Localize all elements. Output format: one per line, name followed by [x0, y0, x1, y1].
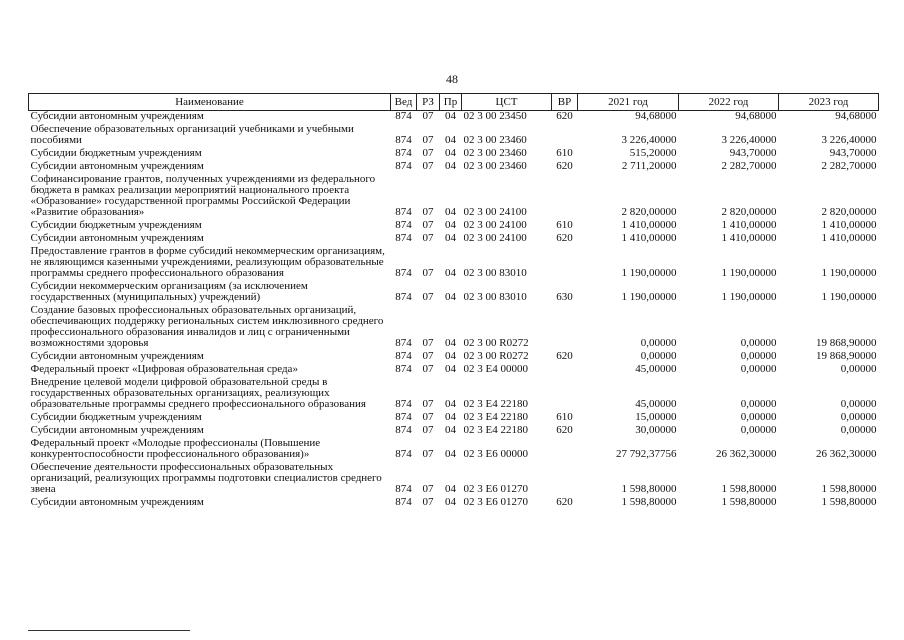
- row-vr: 610: [556, 147, 573, 159]
- row-vr: [552, 305, 578, 351]
- row-vr: [552, 124, 578, 148]
- row-name: Субсидии бюджетным учреждениям: [30, 219, 202, 231]
- row-value-2023: 0,00000: [840, 398, 877, 410]
- row-name: Субсидии автономным учреждениям: [30, 424, 204, 436]
- row-cst: 02 3 E4 22180: [463, 411, 528, 423]
- row-value-2023: 0,00000: [840, 363, 877, 375]
- table-header-row: [29, 94, 879, 111]
- row-value-2021: 45,00000: [635, 398, 677, 410]
- row-name: Субсидии автономным учреждениям: [30, 232, 204, 244]
- row-ved: 874: [395, 219, 412, 231]
- row-name: Субсидии бюджетным учреждениям: [30, 411, 202, 423]
- row-value-2022: 0,00000: [740, 337, 777, 349]
- row-value-2023: 1 410,00000: [821, 232, 877, 244]
- row-vr: [552, 246, 578, 281]
- row-ved: 874: [395, 496, 412, 508]
- row-value-2022: 26 362,30000: [716, 448, 777, 460]
- row-pr: 04: [445, 363, 456, 375]
- row-cst: 02 3 00 23460: [463, 134, 527, 146]
- row-vr: [552, 364, 578, 377]
- header-cst: ЦСТ: [462, 94, 552, 111]
- row-pr: 04: [445, 267, 456, 279]
- row-pr: 04: [445, 219, 456, 231]
- row-rz: 07: [422, 411, 434, 423]
- table-row: [29, 305, 879, 351]
- row-rz: 07: [422, 337, 434, 349]
- row-value-2021: 1 190,00000: [621, 267, 677, 279]
- row-pr: 04: [445, 134, 456, 146]
- row-name: Субсидии автономным учреждениям: [30, 350, 204, 362]
- row-value-2023: 1 598,80000: [821, 496, 877, 508]
- row-value-2023: 1 598,80000: [821, 483, 877, 495]
- row-pr: 04: [445, 496, 456, 508]
- row-vr: 620: [556, 232, 573, 244]
- row-ved: 874: [395, 160, 412, 172]
- row-value-2022: 0,00000: [740, 424, 777, 436]
- row-vr: 620: [556, 160, 573, 172]
- row-pr: 04: [445, 350, 456, 362]
- row-value-2021: 1 410,00000: [621, 219, 677, 231]
- row-vr: 620: [556, 350, 573, 362]
- row-rz: 07: [422, 398, 434, 410]
- row-value-2021: 27 792,37756: [616, 448, 677, 460]
- table-row: [29, 438, 879, 462]
- header-2022: 2022 год: [679, 94, 779, 111]
- row-ved: 874: [395, 232, 412, 244]
- row-pr: 04: [445, 411, 456, 423]
- row-value-2021: 15,00000: [635, 411, 677, 423]
- row-ved: 874: [395, 291, 412, 303]
- row-vr: 620: [556, 110, 573, 122]
- row-value-2022: 1 190,00000: [721, 267, 777, 279]
- footnote-divider: [28, 630, 190, 631]
- row-value-2022: 0,00000: [740, 398, 777, 410]
- row-value-2022: 3 226,40000: [721, 134, 777, 146]
- header-name: Наименование: [29, 94, 391, 111]
- row-cst: 02 3 E4 22180: [463, 424, 528, 436]
- row-name: Обеспечение образовательных организаций учебниками и учебными пособиями: [30, 123, 354, 146]
- row-cst: 02 3 00 24100: [463, 219, 527, 231]
- row-value-2023: 2 282,70000: [821, 160, 877, 172]
- row-ved: 874: [395, 337, 412, 349]
- row-name: Создание базовых профессиональных образовательных организаций, обеспечивающих поддержку региональных систем инклюзивного среднего профессионального образования инвалидов и лиц с ограниченными возможностями здоровья: [30, 304, 384, 349]
- page-number: 48: [446, 72, 458, 86]
- row-value-2023: 26 362,30000: [816, 448, 877, 460]
- row-value-2022: 2 820,00000: [721, 206, 777, 218]
- row-value-2023: 0,00000: [840, 411, 877, 423]
- row-rz: 07: [422, 448, 434, 460]
- row-vr: 610: [556, 219, 573, 231]
- row-value-2021: 3 226,40000: [621, 134, 677, 146]
- row-value-2023: 943,70000: [829, 147, 877, 159]
- row-pr: 04: [445, 147, 456, 159]
- row-value-2021: 0,00000: [640, 337, 677, 349]
- table-row: [29, 497, 879, 510]
- row-rz: 07: [422, 219, 434, 231]
- row-pr: 04: [445, 448, 456, 460]
- row-value-2023: 19 868,90000: [816, 337, 877, 349]
- row-ved: 874: [395, 134, 412, 146]
- row-value-2022: 94,68000: [735, 110, 777, 122]
- row-rz: 07: [422, 291, 434, 303]
- row-cst: 02 3 00 R0272: [463, 350, 529, 362]
- row-value-2022: 2 282,70000: [721, 160, 777, 172]
- row-name: Субсидии бюджетным учреждениям: [30, 147, 202, 159]
- row-name: Субсидии автономным учреждениям: [30, 496, 204, 508]
- table-row: [29, 462, 879, 497]
- row-pr: 04: [445, 232, 456, 244]
- header-ved: Вед: [391, 94, 417, 111]
- header-2023: 2023 год: [779, 94, 879, 111]
- row-name: Федеральный проект «Цифровая образовательная среда»: [30, 363, 298, 375]
- row-ved: 874: [395, 147, 412, 159]
- row-rz: 07: [422, 147, 434, 159]
- row-value-2022: 1 598,80000: [721, 483, 777, 495]
- row-vr: 630: [556, 291, 573, 303]
- row-rz: 07: [422, 267, 434, 279]
- row-rz: 07: [422, 134, 434, 146]
- row-name: Субсидии некоммерческим организациям (за исключением государственных (муниципальных) учреждений): [30, 280, 308, 303]
- row-cst: 02 3 00 23460: [463, 147, 527, 159]
- row-rz: 07: [422, 206, 434, 218]
- row-ved: 874: [395, 363, 412, 375]
- table-row: [29, 246, 879, 281]
- row-cst: 02 3 00 83010: [463, 267, 527, 279]
- row-pr: 04: [445, 424, 456, 436]
- row-rz: 07: [422, 110, 434, 122]
- row-ved: 874: [395, 483, 412, 495]
- header-vr: ВР: [552, 94, 578, 111]
- table-row: [29, 111, 879, 125]
- row-value-2022: 1 598,80000: [721, 496, 777, 508]
- table-body: [29, 111, 879, 511]
- row-cst: 02 3 E4 22180: [463, 398, 528, 410]
- row-value-2021: 515,20000: [629, 147, 677, 159]
- table-row: [29, 281, 879, 305]
- row-pr: 04: [445, 160, 456, 172]
- row-cst: 02 3 00 23460: [463, 160, 527, 172]
- row-value-2023: 1 410,00000: [821, 219, 877, 231]
- row-value-2023: 0,00000: [840, 424, 877, 436]
- row-cst: 02 3 E6 01270: [463, 496, 528, 508]
- row-vr: 610: [556, 411, 573, 423]
- row-cst: 02 3 00 24100: [463, 206, 527, 218]
- row-name: Субсидии автономным учреждениям: [30, 110, 204, 122]
- row-value-2021: 0,00000: [640, 350, 677, 362]
- row-ved: 874: [395, 267, 412, 279]
- row-vr: [552, 438, 578, 462]
- table-row: [29, 174, 879, 220]
- row-ved: 874: [395, 448, 412, 460]
- row-pr: 04: [445, 398, 456, 410]
- row-cst: 02 3 E6 01270: [463, 483, 528, 495]
- row-cst: 02 3 00 R0272: [463, 337, 529, 349]
- row-name: Обеспечение деятельности профессиональных образовательных организаций, реализующих программы подготовки специалистов среднего звена: [30, 461, 382, 495]
- row-value-2021: 45,00000: [635, 363, 677, 375]
- row-rz: 07: [422, 160, 434, 172]
- row-pr: 04: [445, 110, 456, 122]
- row-cst: 02 3 00 83010: [463, 291, 527, 303]
- table-row: [29, 124, 879, 148]
- row-pr: 04: [445, 337, 456, 349]
- row-cst: 02 3 E6 00000: [463, 448, 528, 460]
- row-ved: 874: [395, 398, 412, 410]
- row-value-2023: 3 226,40000: [821, 134, 877, 146]
- row-vr: 620: [556, 496, 573, 508]
- row-rz: 07: [422, 232, 434, 244]
- row-value-2023: 1 190,00000: [821, 291, 877, 303]
- row-cst: 02 3 00 24100: [463, 232, 527, 244]
- row-vr: [552, 377, 578, 412]
- row-value-2022: 0,00000: [740, 363, 777, 375]
- row-cst: 02 3 00 23450: [463, 110, 527, 122]
- header-pr: Пр: [440, 94, 462, 111]
- row-value-2021: 1 410,00000: [621, 232, 677, 244]
- row-value-2022: 1 190,00000: [721, 291, 777, 303]
- row-pr: 04: [445, 206, 456, 218]
- row-ved: 874: [395, 110, 412, 122]
- row-pr: 04: [445, 291, 456, 303]
- row-rz: 07: [422, 483, 434, 495]
- row-value-2023: 2 820,00000: [821, 206, 877, 218]
- row-name: Внедрение целевой модели цифровой образовательной среды в государственных образовательных организациях, реализующих образовательные программы среднего профессионального образования: [30, 376, 366, 410]
- row-value-2022: 1 410,00000: [721, 219, 777, 231]
- row-value-2021: 1 190,00000: [621, 291, 677, 303]
- row-value-2022: 943,70000: [729, 147, 777, 159]
- row-ved: 874: [395, 206, 412, 218]
- row-ved: 874: [395, 424, 412, 436]
- row-cst: 02 3 E4 00000: [463, 363, 528, 375]
- row-ved: 874: [395, 411, 412, 423]
- row-name: Предоставление грантов в форме субсидий некоммерческим организациям, не являющимся казенными учреждениями, реализующим образовательные программы среднего профессионального образования: [30, 245, 385, 279]
- row-rz: 07: [422, 424, 434, 436]
- row-rz: 07: [422, 363, 434, 375]
- row-vr: [552, 462, 578, 497]
- row-ved: 874: [395, 350, 412, 362]
- row-value-2021: 2 820,00000: [621, 206, 677, 218]
- row-name: Федеральный проект «Молодые профессионалы (Повышение конкурентоспособности профессионального образования)»: [30, 437, 321, 460]
- row-pr: 04: [445, 483, 456, 495]
- header-2021: 2021 год: [578, 94, 679, 111]
- budget-table: [28, 93, 879, 510]
- row-value-2023: 94,68000: [835, 110, 877, 122]
- table-row: [29, 377, 879, 412]
- row-value-2022: 0,00000: [740, 411, 777, 423]
- row-value-2023: 19 868,90000: [816, 350, 877, 362]
- header-rz: РЗ: [417, 94, 440, 111]
- row-value-2022: 0,00000: [740, 350, 777, 362]
- row-value-2021: 30,00000: [635, 424, 677, 436]
- row-rz: 07: [422, 496, 434, 508]
- row-value-2021: 1 598,80000: [621, 496, 677, 508]
- row-vr: [552, 174, 578, 220]
- row-value-2023: 1 190,00000: [821, 267, 877, 279]
- row-rz: 07: [422, 350, 434, 362]
- row-value-2021: 1 598,80000: [621, 483, 677, 495]
- row-vr: 620: [556, 424, 573, 436]
- row-value-2021: 94,68000: [635, 110, 677, 122]
- row-value-2022: 1 410,00000: [721, 232, 777, 244]
- row-value-2021: 2 711,20000: [621, 160, 677, 172]
- row-name: Субсидии автономным учреждениям: [30, 160, 204, 172]
- row-name: Софинансирование грантов, полученных учреждениями из федерального бюджета в рамках реализации мероприятий национального проекта «Образование» государственной программы Российской Федерации «Развитие образования»: [30, 173, 376, 218]
